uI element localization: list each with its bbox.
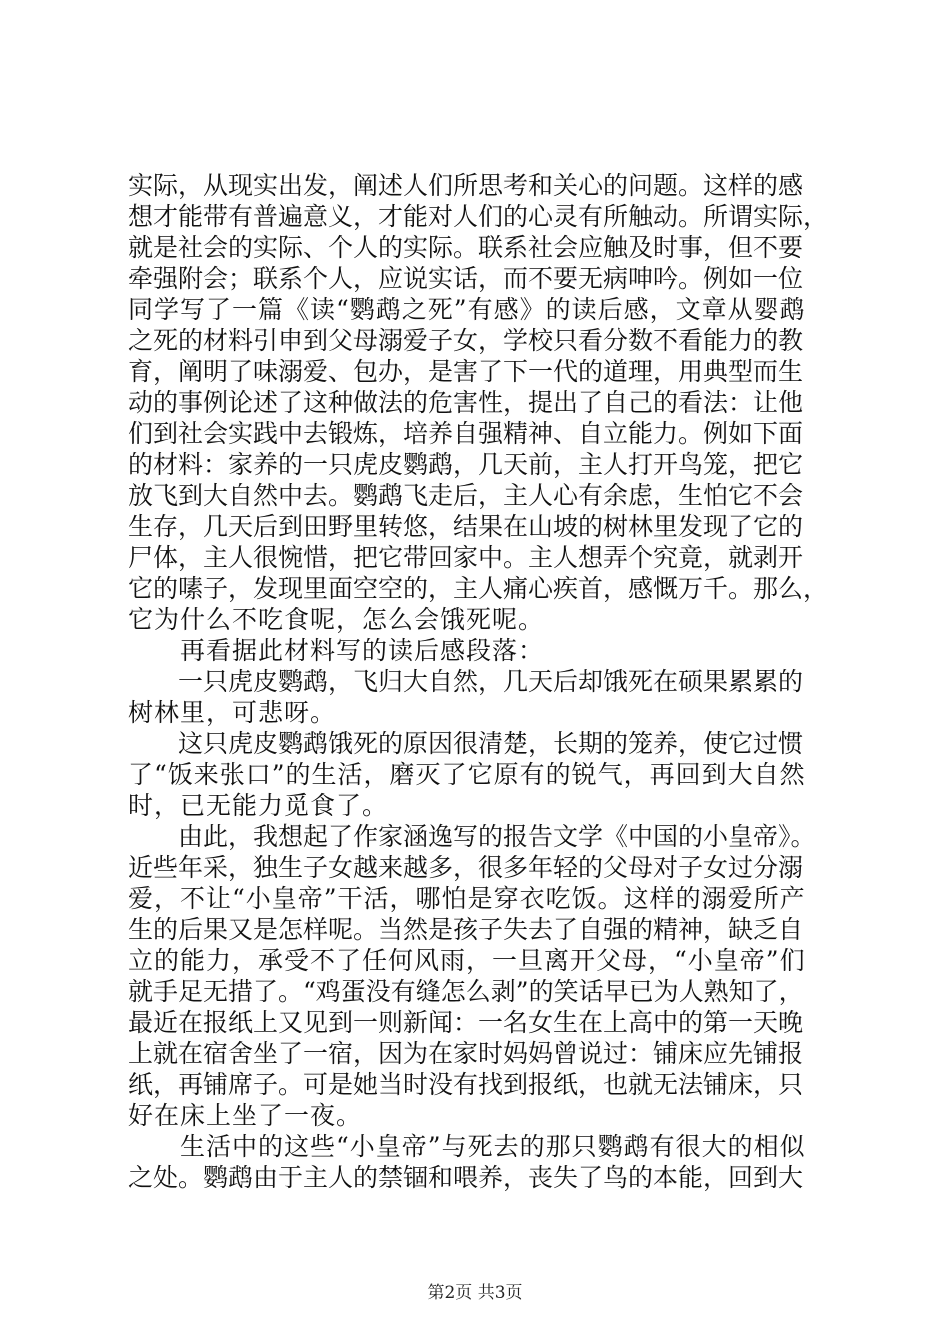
page-number: 第2页 共3页 — [427, 1283, 523, 1303]
text-line: 它的嗉子，发现里面空空的，主人痛心疾首，感慨万千。那么， — [128, 574, 829, 603]
text-line: 再看据此材料写的读后感段落： — [128, 636, 545, 665]
text-line: 之处。鹦鹉由于主人的禁锢和喂养，丧失了鸟的本能，回到大 — [128, 1163, 804, 1192]
text-line: 生活中的这些“小皇帝”与死去的那只鹦鹉有很大的相似 — [128, 1132, 806, 1161]
text-line: 育，阐明了味溺爱、包办，是害了下一代的道理，用典型而生 — [128, 357, 804, 386]
text-line: 放飞到大自然中去。鹦鹉飞走后，主人心有余虑，生怕它不会 — [128, 481, 804, 510]
text-line: 近些年采，独生子女越来越多，很多年轻的父母对子女过分溺 — [128, 853, 804, 882]
text-line: 生存，几天后到田野里转悠，结果在山坡的树林里发现了它的 — [128, 512, 804, 541]
text-line: 牵强附会；联系个人，应说实话，而不要无病呻吟。例如一位 — [128, 264, 804, 293]
text-line: 由此，我想起了作家涵逸写的报告文学《中国的小皇帝》。 — [128, 822, 816, 851]
text-line: 之死的材料引申到父母溺爱子女，学校只看分数不看能力的教 — [128, 326, 804, 355]
text-line: 的材料：家养的一只虎皮鹦鹉，几天前，主人打开鸟笼，把它 — [128, 450, 804, 479]
page-footer — [0, 1278, 950, 1303]
text-line: 生的后果又是怎样呢。当然是孩子失去了自强的精神，缺乏自 — [128, 915, 804, 944]
text-line: 它为什么不吃食呢，怎么会饿死呢。 — [128, 605, 545, 634]
text-line: 好在床上坐了一夜。 — [128, 1101, 363, 1130]
text-line: 这只虎皮鹦鹉饿死的原因很清楚，长期的笼养，使它过惯 — [128, 729, 804, 758]
text-line: 立的能力，承受不了任何风雨，一旦离开父母，“小皇帝”们 — [128, 946, 806, 975]
text-line: 爱，不让“小皇帝”干活，哪怕是穿衣吃饭。这样的溺爱所产 — [128, 884, 806, 913]
text-line: 就手足无措了。“鸡蛋没有缝怎么剥”的笑话早已为人熟知了， — [128, 977, 804, 1006]
text-line: 们到社会实践中去锻炼，培养自强精神、自立能力。例如下面 — [128, 419, 804, 448]
text-line: 了“饭来张口”的生活，磨灭了它原有的锐气，再回到大自然 — [128, 760, 806, 789]
text-line: 上就在宿舍坐了一宿，因为在家时妈妈曾说过：铺床应先铺报 — [128, 1039, 804, 1068]
body-text — [128, 170, 828, 1193]
text-line: 动的事例论述了这种做法的危害性，提出了自己的看法：让他 — [128, 388, 804, 417]
text-line: 就是社会的实际、个人的实际。联系社会应触及时事，但不要 — [128, 233, 804, 262]
text-line: 同学写了一篇《读“鹦鹉之死”有感》的读后感，文章从婴鹉 — [128, 295, 806, 324]
text-line: 想才能带有普遍意义，才能对人们的心灵有所触动。所谓实际， — [128, 202, 829, 231]
text-line: 最近在报纸上又见到一则新闻：一名女生在上高中的第一天晚 — [128, 1008, 804, 1037]
text-line: 时，已无能力觅食了。 — [128, 791, 389, 820]
text-line: 一只虎皮鹦鹉，飞归大自然，几天后却饿死在硕果累累的 — [128, 667, 804, 696]
text-line: 实际，从现实出发，阐述人们所思考和关心的问题。这样的感 — [128, 171, 804, 200]
text-line: 树林里，可悲呀。 — [128, 698, 337, 727]
text-line: 尸体，主人很惋惜，把它带回家中。主人想弄个究竟，就剥开 — [128, 543, 804, 572]
text-line: 纸，再铺席子。可是她当时没有找到报纸，也就无法铺床，只 — [128, 1070, 804, 1099]
